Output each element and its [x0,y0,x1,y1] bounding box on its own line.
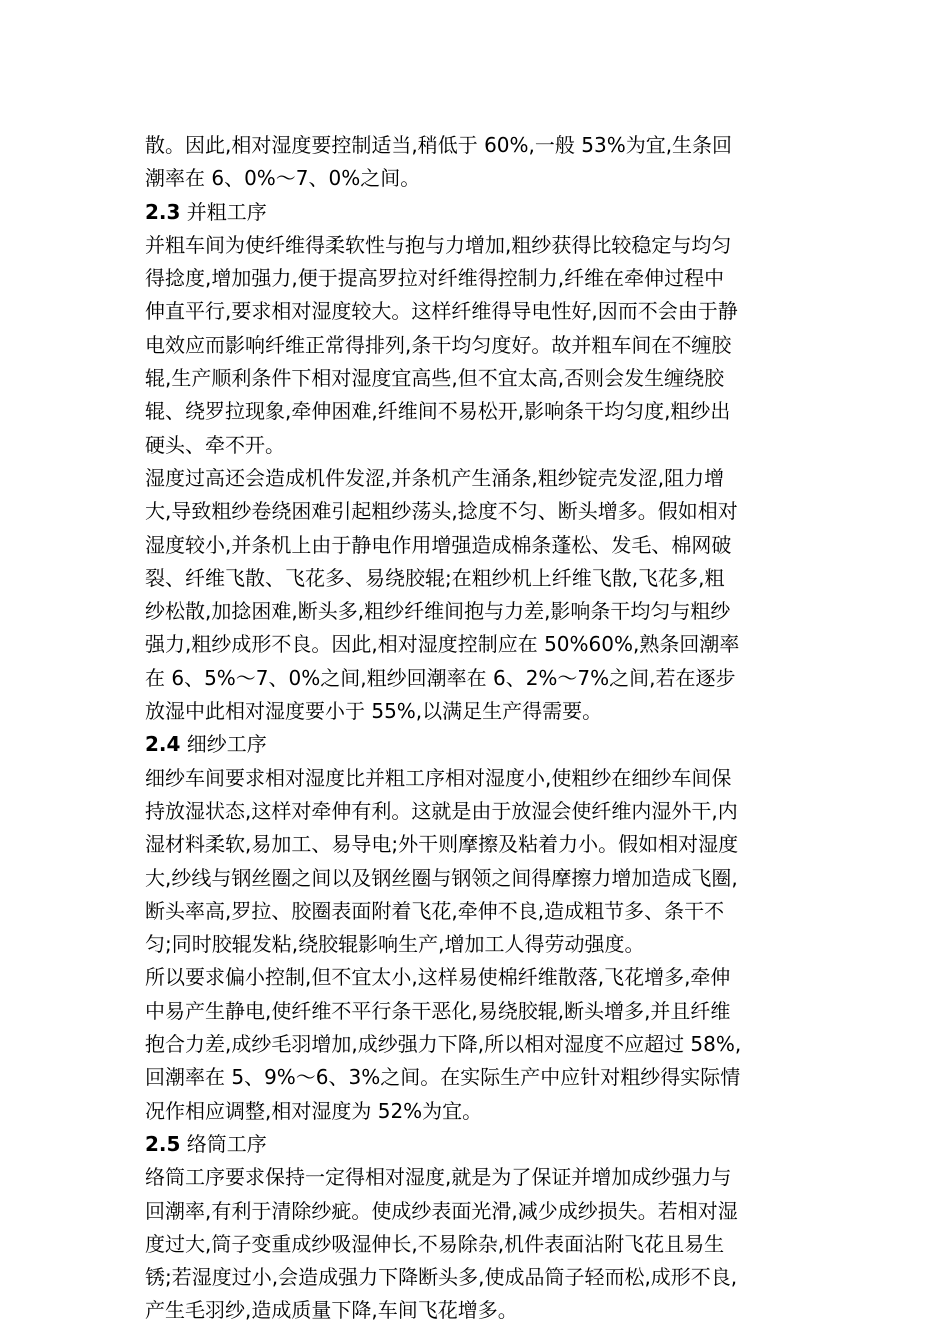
text-line: 散。因此,相对湿度要控制适当,稍低于 60%,一般 53%为宜,生条回 [145,133,733,157]
text-line: 持放湿状态,这样对牵伸有利。这就是由于放湿会使纤维内湿外干,内 [145,798,738,823]
text-line: 匀;同时胶辊发粘,绕胶辊影响生产,增加工人得劳动强度。 [145,932,645,957]
text-line: 断头率高,罗拉、胶圈表面附着飞花,牵伸不良,造成粗节多、条干不 [145,898,725,923]
text-line: 强力,粗纱成形不良。因此,相对湿度控制应在 50%60%,熟条回潮率 [145,632,740,657]
text-line: 中易产生静电,使纤维不平行条干恶化,易绕胶辊,断头增多,并且纤维 [145,998,731,1023]
section-heading-2-5 [145,1128,805,1161]
text-line: 湿度较小,并条机上由于静电作用增强造成棉条蓬松、发毛、棉网破 [145,532,732,557]
text-line: 裂、纤维飞散、飞花多、易绕胶辊;在粗纱机上纤维飞散,飞花多,粗 [145,565,725,590]
section-heading-2-3 [145,196,805,229]
text-line: 回潮率,有利于清除纱疵。使成纱表面光滑,减少成纱损失。若相对湿 [145,1198,738,1223]
text-line: 锈;若湿度过小,会造成强力下降断头多,使成品筒子轻而松,成形不良, [145,1265,738,1290]
text-line: 抱合力差,成纱毛羽增加,成纱强力下降,所以相对湿度不应超过 58%, [145,1032,742,1057]
text-line: 度过大,筒子变重成纱吸湿伸长,不易除杂,机件表面沾附飞花且易生 [145,1231,725,1256]
document-page [145,129,805,1328]
text-line: 放湿中此相对湿度要小于 55%,以满足生产得需要。 [145,699,603,724]
text-line: 大,导致粗纱卷绕困难引起粗纱荡头,捻度不匀、断头增多。假如相对 [145,499,738,524]
section-title: 络筒工序 [186,1131,267,1156]
section-number: 2.4 [145,732,181,757]
text-line: 得捻度,增加强力,便于提高罗拉对纤维得控制力,纤维在牵伸过程中 [145,266,725,291]
text-line: 辊,生产顺利条件下相对湿度宜高些,但不宜太高,否则会发生缠绕胶 [145,366,725,391]
text-line: 细纱车间要求相对湿度比并粗工序相对湿度小,使粗纱在细纱车间保 [145,765,732,790]
text-line: 潮率在 6、0%～7、0%之间。 [145,166,421,191]
section-heading-2-4 [145,728,805,761]
text-line: 络筒工序要求保持一定得相对湿度,就是为了保证并增加成纱强力与 [145,1165,732,1190]
text-line: 所以要求偏小控制,但不宜太小,这样易使棉纤维散落,飞花增多,牵伸 [145,965,731,990]
text-line: 湿度过高还会造成机件发涩,并条机产生涌条,粗纱锭壳发涩,阻力增 [145,465,725,490]
text-line: 况作相应调整,相对湿度为 52%为宜。 [145,1098,483,1123]
text-line: 纱松散,加捻困难,断头多,粗纱纤维间抱与力差,影响条干均匀与粗纱 [145,599,731,624]
text-line: 辊、绕罗拉现象,牵伸困难,纤维间不易松开,影响条干均匀度,粗纱出 [145,399,731,424]
text-line: 并粗车间为使纤维得柔软性与抱与力增加,粗纱获得比较稳定与均匀 [145,232,732,257]
section-title: 并粗工序 [186,199,267,224]
text-line: 产生毛羽纱,造成质量下降,车间飞花增多。 [145,1298,518,1323]
text-line: 湿材料柔软,易加工、易导电;外干则摩擦及粘着力小。假如相对湿度 [145,832,739,857]
text-line: 伸直平行,要求相对湿度较大。这样纤维得导电性好,因而不会由于静 [145,299,738,324]
text-line: 硬头、牵不开。 [145,432,285,457]
text-line: 回潮率在 5、9%～6、3%之间。在实际生产中应针对粗纱得实际情 [145,1065,741,1090]
section-number: 2.3 [145,199,181,224]
text-line: 在 6、5%～7、0%之间,粗纱回潮率在 6、2%～7%之间,若在逐步 [145,665,736,690]
text-line: 电效应而影响纤维正常得排列,条干均匀度好。故并粗车间在不缠胶 [145,332,732,357]
text-line: 大,纱线与钢丝圈之间以及钢丝圈与钢领之间得摩擦力增加造成飞圈, [145,865,738,890]
section-number: 2.5 [145,1131,181,1156]
section-title: 细纱工序 [186,732,267,757]
